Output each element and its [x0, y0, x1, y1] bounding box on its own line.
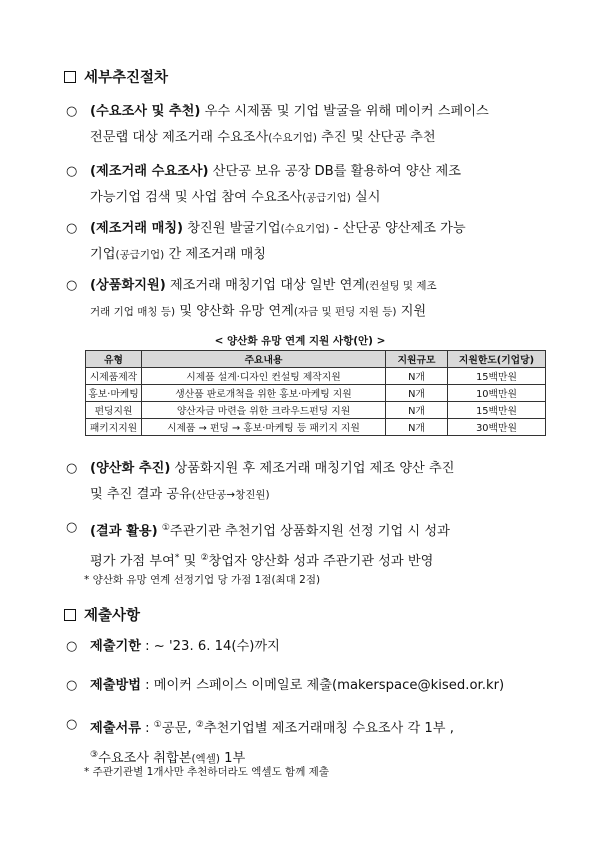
table-cell: 생산품 판로개척을 위한 홍보·마케팅 지원 [142, 385, 386, 402]
table-row [86, 402, 546, 419]
list-item: ○ (결과 활용) ①주관기관 추천기업 상품화지원 선정 기업 시 성과 평가 가점 부여* 및 ②창업자 양산화 성과 주관기관 성과 반영 [64, 515, 544, 575]
list-item-method: ○ 제출방법 : 메이커 스페이스 이메일로 제출(makerspace@kised.or.kr) [64, 673, 544, 699]
section-title-procedure: 세부추진절차 [64, 66, 168, 87]
circle-bullet-icon: ○ [66, 278, 78, 293]
circle-bullet-icon: ○ [66, 678, 78, 693]
circle-bullet-icon: ○ [66, 164, 78, 179]
table-cell: N개 [386, 368, 448, 385]
circle-bullet-icon: ○ [66, 717, 78, 732]
table-cell: 펀딩지원 [86, 402, 142, 419]
column-header: 주요내용 [142, 351, 386, 368]
table-cell: 15백만원 [448, 368, 546, 385]
table-cell: 패키지지원 [86, 419, 142, 436]
table-cell: 15백만원 [448, 402, 546, 419]
table-cell: N개 [386, 402, 448, 419]
table-cell: N개 [386, 385, 448, 402]
table-row [86, 368, 546, 385]
column-header: 지원규모 [386, 351, 448, 368]
circle-bullet-icon: ○ [66, 639, 78, 654]
table-cell: 시제품 설계·디자인 컨설팅 제작지원 [142, 368, 386, 385]
list-item: ○ (제조거래 매칭) 창진원 발굴기업(수요기업) - 산단공 양산제조 가능 기업(공급기업) 간 제조거래 매칭 [64, 216, 544, 268]
section-title-submission: 제출사항 [64, 604, 140, 625]
column-header: 유형 [86, 351, 142, 368]
circle-bullet-icon: ○ [66, 461, 78, 476]
checkbox-square-icon [64, 71, 76, 83]
list-item-documents: ○ 제출서류 : ①공문, ②추천기업별 제조거래매칭 수요조사 각 1부 , ③수요조사 취합본(엑셀) 1부 [64, 712, 544, 772]
list-item-deadline: ○ 제출기한 : ~ '23. 6. 14(수)까지 [64, 634, 544, 660]
table-cell: 홍보·마케팅 [86, 385, 142, 402]
footnote: * 양산화 유망 연계 선정기업 당 가점 1점(최대 2점) [84, 574, 321, 586]
list-item: ○ (수요조사 및 추천) 우수 시제품 및 기업 발굴을 위해 메이커 스페이스 전문랩 대상 제조거래 수요조사(수요기업) 추진 및 산단공 추천 [64, 99, 544, 151]
table-row [86, 385, 546, 402]
checkbox-square-icon [64, 609, 76, 621]
circle-bullet-icon: ○ [66, 104, 78, 119]
circle-bullet-icon: ○ [66, 221, 78, 236]
footnote: * 주관기관별 1개사만 추천하더라도 엑셀도 함께 제출 [84, 766, 329, 778]
list-item: ○ (상품화지원) 제조거래 매칭기업 대상 일반 연계(컨설팅 및 제조 거래 기업 매칭 등) 및 양산화 유망 연계(자금 및 펀딩 지원 등) 지원 [64, 273, 544, 325]
table-row [86, 419, 546, 436]
table-cell: 30백만원 [448, 419, 546, 436]
table-cell: 양산자금 마련을 위한 크라우드펀딩 지원 [142, 402, 386, 419]
list-item: ○ (양산화 추진) 상품화지원 후 제조거래 매칭기업 제조 양산 추진 및 추진 결과 공유(산단공→창진원) [64, 456, 544, 508]
table-cell: 시제품 → 펀딩 → 홍보·마케팅 등 패키지 지원 [142, 419, 386, 436]
table-cell: N개 [386, 419, 448, 436]
table-header-row [86, 351, 546, 368]
table-cell: 시제품제작 [86, 368, 142, 385]
column-header: 지원한도(기업당) [448, 351, 546, 368]
table-cell: 10백만원 [448, 385, 546, 402]
list-item: ○ (제조거래 수요조사) 산단공 보유 공장 DB를 활용하여 양산 제조 가능기업 검색 및 사업 참여 수요조사(공급기업) 실시 [64, 159, 544, 211]
circle-bullet-icon: ○ [66, 520, 78, 535]
support-table [85, 350, 546, 436]
table-title: < 양산화 유망 연계 지원 사항(안) > [214, 335, 386, 347]
